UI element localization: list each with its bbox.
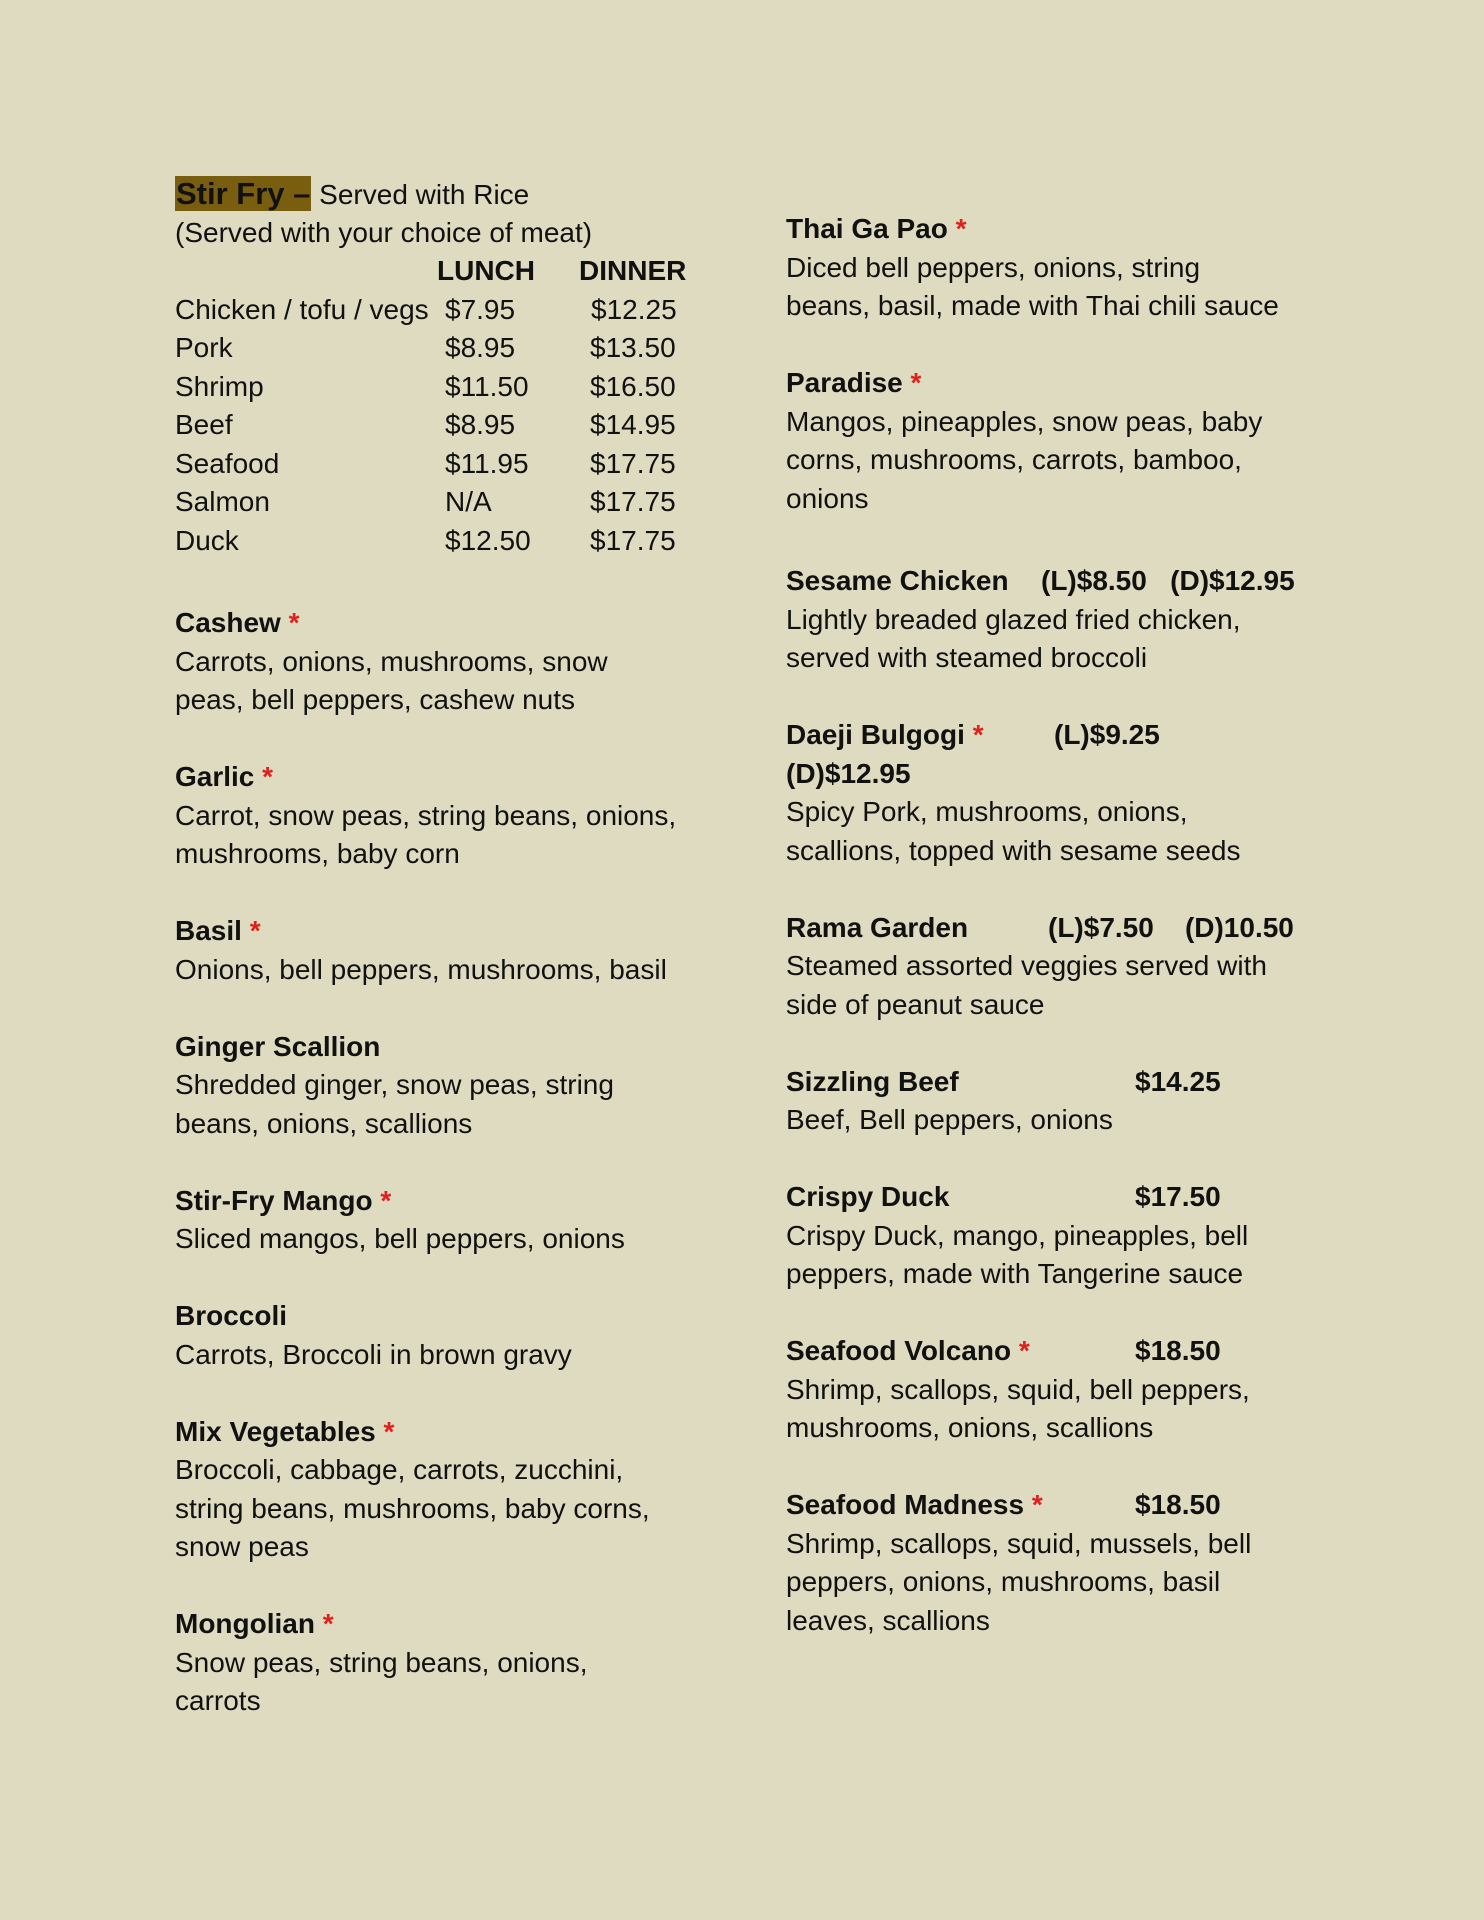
meat-name: Seafood [175,447,280,479]
item-desc: Broccoli, cabbage, carrots, zucchini, [175,1454,624,1485]
spicy-marker: * [910,367,922,398]
lunch-price: $8.95 [445,409,516,440]
spicy-marker: * [1031,1489,1043,1520]
item-desc: Steamed assorted veggies served with [786,950,1267,981]
section-subtitle: Served with Rice [311,179,530,210]
item-desc: scallions, topped with sesame seeds [786,834,1241,866]
item-name: Mix Vegetables [175,1415,376,1447]
dinner-price: $17.75 [590,486,676,517]
menu-item-seafood-volcano [786,1332,1346,1448]
table-row [175,522,735,561]
menu-item-crispy-duck [786,1178,1346,1294]
menu-item-seafood-madness [786,1486,1346,1640]
item-desc: beans, basil, made with Thai chili sauce [786,290,1279,321]
section-note: (Served with your choice of meat) [175,216,593,248]
meat-name: Shrimp [175,370,264,402]
section-title: Stir Fry – [176,176,311,211]
spicy-marker: * [972,719,984,750]
menu-item-mongolian [175,1605,735,1721]
item-title [786,364,1346,403]
item-title [175,1182,735,1221]
item-title [175,758,735,797]
menu-item-daeji-bulgogi [786,716,1346,870]
item-name: Thai Ga Pao [786,213,948,244]
item-name: Rama Garden [786,911,969,943]
meat-name: Pork [175,332,233,363]
item-desc: peppers, made with Tangerine sauce [786,1258,1244,1289]
item-price-lunch: (L)$9.25 [1054,719,1160,750]
menu-item-ginger-scallion [175,1028,735,1144]
dinner-price: $17.75 [590,447,676,479]
item-desc: string beans, mushrooms, baby corns, [175,1492,650,1524]
lunch-price: $7.95 [445,293,516,325]
item-desc: Mangos, pineapples, snow peas, baby [786,405,1263,437]
item-price-dinner: (D)$12.95 [786,757,911,789]
item-desc: corns, mushrooms, carrots, bamboo, [786,444,1242,475]
menu-item-cashew [175,604,735,720]
table-row [175,483,735,522]
item-title [175,604,735,643]
dinner-price: $17.75 [590,524,676,556]
item-desc: snow peas [175,1531,309,1562]
item-desc: Sliced mangos, bell peppers, onions [175,1223,625,1254]
menu-item-broccoli [175,1297,735,1374]
item-name: Sesame Chicken [786,565,1009,596]
left-column [175,175,735,1721]
table-row [175,445,735,484]
item-desc: beans, onions, scallions [175,1107,473,1139]
item-title [786,210,1346,249]
table-row [175,291,735,330]
item-title [786,1332,1346,1371]
item-title [786,716,1346,755]
lunch-price: $11.50 [445,370,529,402]
table-row [175,406,735,445]
item-name: Basil [175,915,242,946]
item-desc: Shrimp, scallops, squid, bell peppers, [786,1373,1250,1405]
menu-item-mix-vegetables [175,1413,735,1567]
item-desc: Carrots, Broccoli in brown gravy [175,1338,572,1370]
menu-item-rama-garden [786,909,1346,1025]
item-desc: Lightly breaded glazed fried chicken, [786,603,1241,635]
item-price: (L)$8.50 (D)$12.95 [1041,565,1295,596]
item-desc: mushrooms, baby corn [175,838,460,869]
item-name: Stir-Fry Mango [175,1184,373,1216]
spicy-marker: * [383,1415,395,1447]
dinner-price: $13.50 [590,332,676,363]
item-desc: Carrot, snow peas, string beans, onions, [175,799,677,831]
menu-item-sizzling-beef [786,1063,1346,1140]
spicy-marker: * [249,915,261,946]
item-name: Seafood Volcano [786,1335,1012,1366]
meat-name: Duck [175,524,239,556]
meat-name: Salmon [175,486,270,517]
spicy-marker: * [288,607,300,638]
menu-item-paradise [786,364,1346,518]
table-row [175,329,735,368]
item-name: Cashew [175,607,281,638]
item-name: Daeji Bulgogi [786,719,965,750]
dinner-header: DINNER [579,255,687,286]
item-name: Broccoli [175,1300,288,1331]
item-name: Ginger Scallion [175,1030,381,1062]
dinner-price: $12.25 [591,293,677,325]
item-name: Mongolian [175,1608,315,1639]
item-desc: mushrooms, onions, scallions [786,1412,1154,1443]
item-desc: Carrots, onions, mushrooms, snow [175,645,608,677]
item-name: Seafood Madness [786,1489,1025,1520]
lunch-price: $12.50 [445,524,531,556]
item-title [175,1605,735,1644]
item-name: Garlic [175,761,255,792]
item-title [786,1178,1346,1217]
menu-item-garlic [175,758,735,874]
price-table [175,252,735,560]
meat-name: Chicken / tofu / vegs [175,293,429,325]
item-desc: peas, bell peppers, cashew nuts [175,684,576,715]
item-price: $18.50 [1135,1335,1221,1366]
spicy-marker: * [322,1608,334,1639]
item-desc: leaves, scallions [786,1604,990,1636]
spicy-marker: * [380,1184,392,1216]
item-price: $17.50 [1135,1181,1221,1212]
item-price: $18.50 [1135,1489,1221,1520]
menu-item-thai-ga-pao [786,210,1346,326]
item-desc: served with steamed broccoli [786,642,1148,673]
menu-item-sesame-chicken [786,562,1346,678]
item-name: Sizzling Beef [786,1065,959,1097]
lunch-price: $8.95 [445,332,516,363]
item-title [786,909,1346,948]
right-column [786,210,1346,1640]
lunch-price: N/A [445,486,492,517]
item-desc: carrots [175,1685,261,1716]
dinner-price: $16.50 [590,370,676,402]
item-title [786,562,1346,601]
lunch-price: $11.95 [445,447,529,479]
item-desc: onions [786,482,869,514]
menu-item-stir-fry-mango [175,1182,735,1259]
dinner-price: $14.95 [590,409,676,440]
item-desc: side of peanut sauce [786,988,1045,1020]
menu-item-basil [175,912,735,989]
item-title [175,912,735,951]
table-row [175,368,735,407]
item-desc: Snow peas, string beans, onions, [175,1646,588,1678]
item-desc: peppers, onions, mushrooms, basil [786,1566,1221,1597]
item-title [175,1413,735,1452]
section-heading [175,175,735,214]
lunch-header: LUNCH [437,255,535,286]
item-title [786,1486,1346,1525]
item-desc: Beef, Bell peppers, onions [786,1104,1113,1135]
spicy-marker: * [1018,1335,1030,1366]
item-desc: Crispy Duck, mango, pineapples, bell [786,1219,1249,1251]
spicy-marker: * [262,761,274,792]
item-name: Crispy Duck [786,1181,950,1212]
item-name: Paradise [786,367,903,398]
item-desc: Spicy Pork, mushrooms, onions, [786,796,1188,827]
item-price: (L)$7.50 (D)10.50 [1048,911,1294,943]
item-desc: Shredded ginger, snow peas, string [175,1069,614,1100]
item-desc: Onions, bell peppers, mushrooms, basil [175,953,667,985]
spicy-marker: * [955,213,967,244]
item-desc: Shrimp, scallops, squid, mussels, bell [786,1527,1252,1559]
item-price: $14.25 [1135,1065,1221,1097]
price-table-header [175,252,735,291]
meat-name: Beef [175,409,233,440]
item-desc: Diced bell peppers, onions, string [786,251,1201,283]
item-title [786,1063,1346,1102]
